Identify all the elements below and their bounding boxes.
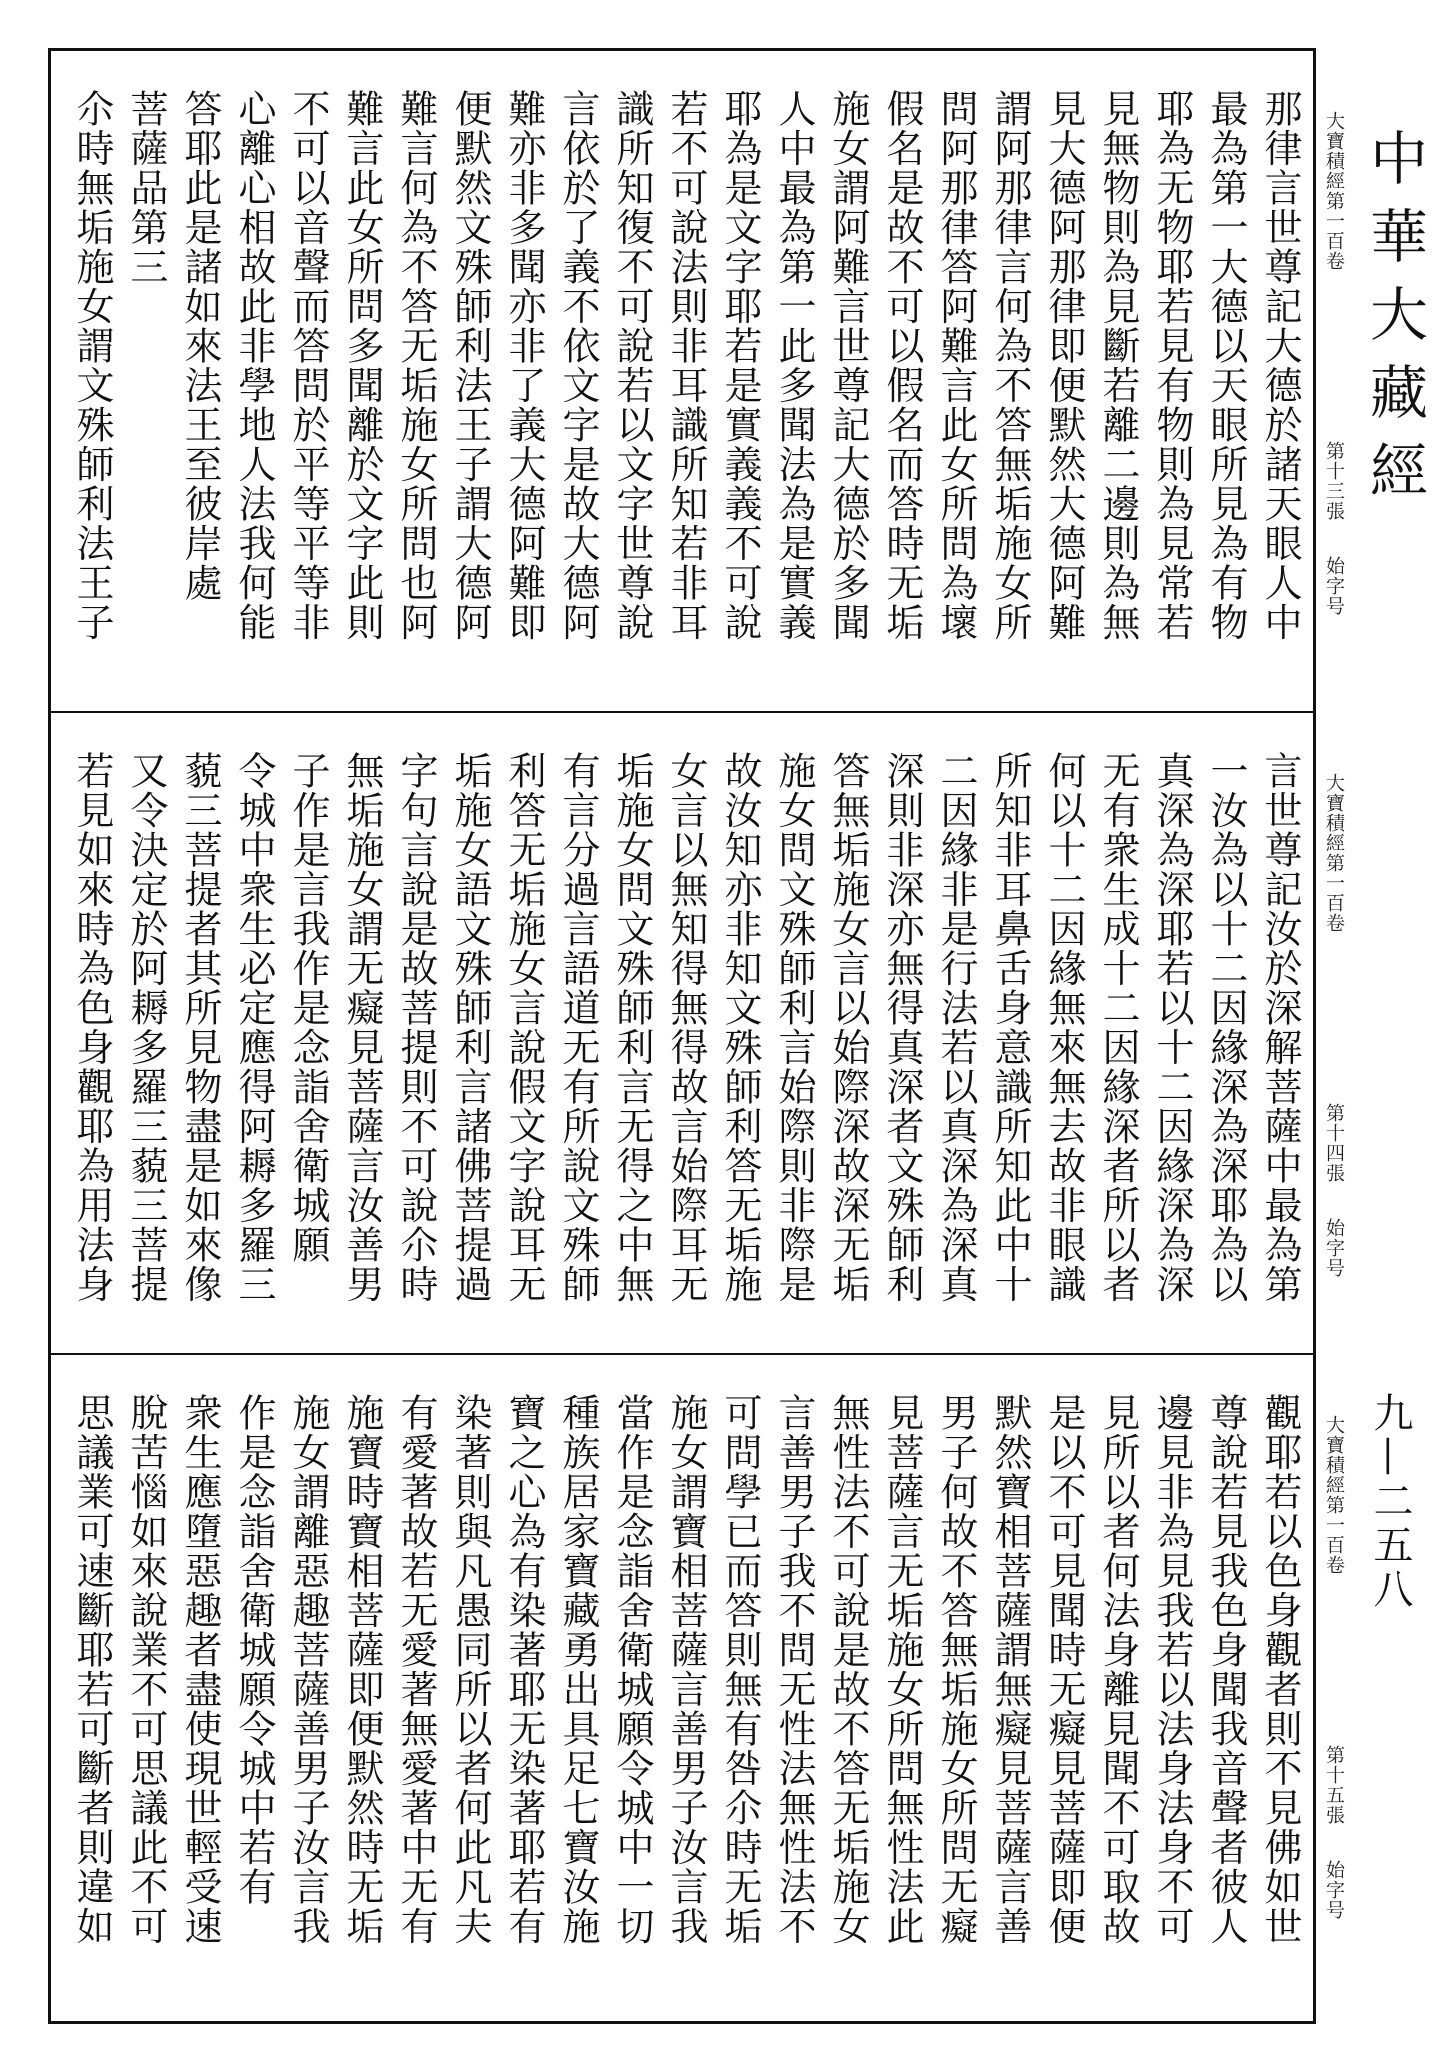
text-column: 寶之心為有染著耶无染著耶若有 xyxy=(502,1393,546,1946)
text-column: 見菩薩言无垢施女所問無性法此 xyxy=(880,1393,924,1946)
text-column: 有言分過言語道无有所說文殊師 xyxy=(556,751,600,1304)
text-column: 作是念詣舍衛城願令城中若有 xyxy=(232,1393,276,1907)
text-column: 施女謂阿難言世尊記大德於多聞 xyxy=(826,89,870,642)
text-column: 識所知復不可說若以文字世尊說 xyxy=(610,89,654,642)
text-column: 何以十二因緣無來無去故非眼識 xyxy=(1042,751,1086,1304)
text-column: 是以不可見聞時无癡見菩薩即便 xyxy=(1042,1393,1086,1946)
text-column: 問阿那律答阿難言此女所問為壞 xyxy=(934,89,978,642)
panel-text-columns xyxy=(69,1393,1303,1993)
text-column: 施寶時寶相菩薩即便默然時无垢 xyxy=(340,1393,384,1946)
text-column: 那律言世尊記大德於諸天眼人中 xyxy=(1258,89,1302,642)
text-column: 無垢施女謂无癡見菩薩言汝善男 xyxy=(340,751,384,1304)
text-column: 難亦非多聞亦非了義大德阿難即 xyxy=(502,89,546,642)
panel-header-page: 第十五張 xyxy=(1323,1745,1345,1825)
panel-bottom xyxy=(51,1355,1345,2021)
text-column: 答耶此是諸如來法王至彼岸處 xyxy=(178,89,222,603)
text-column: 二因緣非是行法若以真深為深真 xyxy=(934,751,978,1304)
text-column: 男子何故不答無垢施女所問无癡 xyxy=(934,1393,978,1946)
text-column: 所知非耳鼻舌身意識所知此中十 xyxy=(988,751,1032,1304)
text-column: 言善男子我不問无性法無性法不 xyxy=(772,1393,816,1946)
text-column: 謂阿那律言何為不答無垢施女所 xyxy=(988,89,1032,642)
text-column: 難言此女所問多聞離於文字此則 xyxy=(340,89,384,642)
text-column: 施女謂寶相菩薩言善男子汝言我 xyxy=(664,1393,708,1946)
text-column: 當作是念詣舍衛城願令城中一切 xyxy=(610,1393,654,1946)
text-column: 一汝為以十二因緣深為深耶為以 xyxy=(1204,751,1248,1304)
text-column: 思議業可速斷耶若可斷者則違如 xyxy=(70,1393,114,1946)
text-column: 故汝知亦非知文殊師利答无垢施 xyxy=(718,751,762,1304)
text-column: 若不可說法則非耳識所知若非耳 xyxy=(664,89,708,642)
text-column: 有愛著故若无愛著無愛著中无有 xyxy=(394,1393,438,1946)
text-column: 假名是故不可以假名而答時无垢 xyxy=(880,89,924,642)
text-column: 尒時無垢施女謂文殊師利法王子 xyxy=(70,89,114,642)
text-column: 脫苦惱如來說業不可思議此不可 xyxy=(124,1393,168,1946)
text-column: 菩薩品第三 xyxy=(124,89,168,287)
text-column: 染著則與凡愚同所以者何此凡夫 xyxy=(448,1393,492,1946)
page-frame xyxy=(48,48,1345,2024)
text-column: 人中最為第一此多聞法為是實義 xyxy=(772,89,816,642)
text-column: 默然寶相菩薩謂無癡見菩薩言善 xyxy=(988,1393,1032,1946)
text-column: 衆生應墮惡趣者盡使現世輕受速 xyxy=(178,1393,222,1946)
text-column: 真深為深耶若以十二因緣深為深 xyxy=(1150,751,1194,1304)
panel-header-code: 始字号 xyxy=(1323,1860,1345,1920)
panel-header-page: 第十三張 xyxy=(1323,441,1345,521)
text-column: 垢施女語文殊師利言諸佛菩提過 xyxy=(448,751,492,1304)
text-column: 女言以無知得無得故言始際耳无 xyxy=(664,751,708,1304)
text-column: 施女問文殊師利言始際則非際是 xyxy=(772,751,816,1304)
panel-header-code: 始字号 xyxy=(1323,1218,1345,1278)
text-column: 可問學已而答則無有咎尒時无垢 xyxy=(718,1393,762,1946)
text-column: 言依於了義不依文字是故大德阿 xyxy=(556,89,600,642)
panel-text-columns xyxy=(69,751,1303,1325)
panel-middle xyxy=(51,713,1345,1353)
text-column: 觀耶若以色身觀者則不見佛如世 xyxy=(1258,1393,1302,1946)
text-column: 耶為是文字耶若是實義義不可說 xyxy=(718,89,762,642)
text-column: 耶為无物耶若見有物則為見常若 xyxy=(1150,89,1194,642)
text-column: 種族居家寶藏勇出具足七寶汝施 xyxy=(556,1393,600,1946)
text-column: 尊說若見我色身聞我音聲者彼人 xyxy=(1204,1393,1248,1946)
text-column: 言世尊記汝於深解菩薩中最為第 xyxy=(1258,751,1302,1304)
text-column: 令城中衆生必定應得阿耨多羅三 xyxy=(232,751,276,1304)
text-column: 見無物則為見斷若離二邊則為無 xyxy=(1096,89,1140,642)
text-column: 最為第一大德以天眼所見為有物 xyxy=(1204,89,1248,642)
text-column: 无有衆生成十二因緣深者所以者 xyxy=(1096,751,1140,1304)
panel-header-code: 始字号 xyxy=(1323,556,1345,616)
text-column: 見大德阿那律即便默然大德阿難 xyxy=(1042,89,1086,642)
text-column: 施女謂離惡趣菩薩善男子汝言我 xyxy=(286,1393,330,1946)
text-column: 難言何為不答无垢施女所問也阿 xyxy=(394,89,438,642)
text-column: 字句言說是故菩提則不可說尒時 xyxy=(394,751,438,1304)
panel-text-columns xyxy=(69,89,1303,683)
text-column: 答無垢施女言以始際深故深无垢 xyxy=(826,751,870,1304)
text-column: 藐三菩提者其所見物盡是如來像 xyxy=(178,751,222,1304)
text-column: 若見如來時為色身觀耶為用法身 xyxy=(70,751,114,1304)
text-column: 邊見非為見我若以法身法身不可 xyxy=(1150,1393,1194,1946)
panel-header-page: 第十四張 xyxy=(1323,1103,1345,1183)
text-column: 又令決定於阿耨多羅三藐三菩提 xyxy=(124,751,168,1304)
text-column: 深則非深亦無得真深者文殊師利 xyxy=(880,751,924,1304)
collection-title: 中華大藏經 xyxy=(1360,128,1428,518)
text-column: 垢施女問文殊師利言无得之中無 xyxy=(610,751,654,1304)
panel-top xyxy=(51,51,1345,711)
panel-header-title: 大寶積經第一百卷 xyxy=(1323,773,1345,933)
text-column: 不可以音聲而答問於平等平等非 xyxy=(286,89,330,642)
text-column: 便默然文殊師利法王子謂大德阿 xyxy=(448,89,492,642)
text-column: 子作是言我作是念詣舍衛城願 xyxy=(286,751,330,1265)
text-column: 利答无垢施女言說假文字說耳无 xyxy=(502,751,546,1304)
text-column: 見所以者何法身離見聞不可取故 xyxy=(1096,1393,1140,1946)
panel-header-title: 大寶積經第一百卷 xyxy=(1323,1415,1345,1575)
panel-header-title: 大寶積經第一百卷 xyxy=(1323,111,1345,271)
text-column: 無性法不可說是故不答无垢施女 xyxy=(826,1393,870,1946)
page-number: 九—二五八 xyxy=(1367,1392,1413,1612)
text-column: 心離心相故此非學地人法我何能 xyxy=(232,89,276,642)
